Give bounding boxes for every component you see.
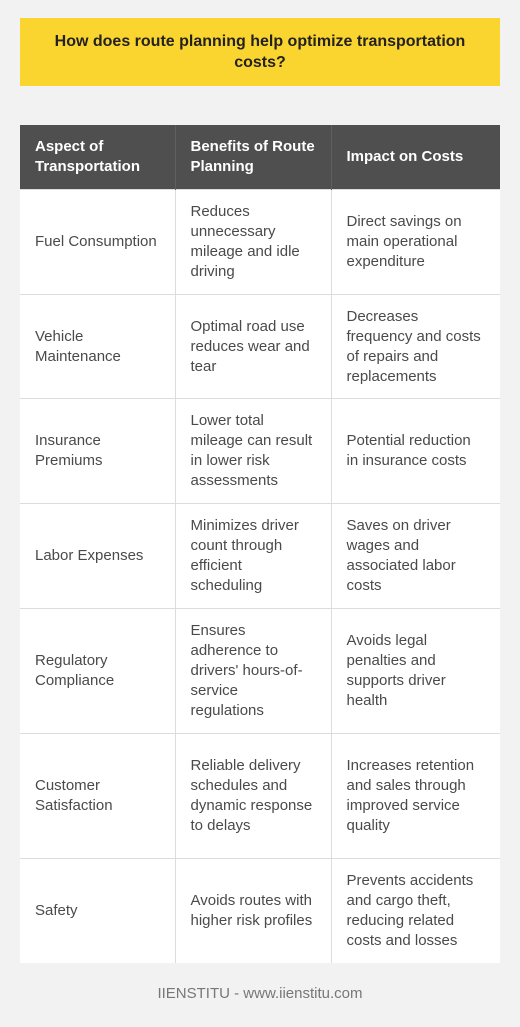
benefit-cell: Ensures adherence to drivers' hours-of-service regulations	[175, 609, 331, 734]
table-row	[20, 734, 500, 859]
benefit-cell: Minimizes driver count through efficient scheduling	[175, 504, 331, 609]
table-row	[20, 295, 500, 399]
impact-cell: Direct savings on main operational expenditure	[331, 190, 500, 295]
table-row	[20, 859, 500, 964]
table-header-row	[20, 125, 500, 190]
impact-cell: Decreases frequency and costs of repairs and replacements	[331, 295, 500, 399]
benefit-cell: Reduces unnecessary mileage and idle driving	[175, 190, 331, 295]
benefit-cell: Reliable delivery schedules and dynamic response to delays	[175, 734, 331, 859]
aspect-cell: Insurance Premiums	[20, 399, 175, 504]
table-row	[20, 504, 500, 609]
header-benefits: Benefits of Route Planning	[175, 125, 331, 190]
benefit-cell: Avoids routes with higher risk profiles	[175, 859, 331, 964]
impact-cell: Avoids legal penalties and supports driver health	[331, 609, 500, 734]
impact-cell: Increases retention and sales through improved service quality	[331, 734, 500, 859]
benefit-cell: Optimal road use reduces wear and tear	[175, 295, 331, 399]
header-impact: Impact on Costs	[331, 125, 500, 190]
comparison-table	[20, 125, 500, 963]
aspect-cell: Vehicle Maintenance	[20, 295, 175, 399]
table-row	[20, 190, 500, 295]
aspect-cell: Safety	[20, 859, 175, 964]
benefit-cell: Lower total mileage can result in lower risk assessments	[175, 399, 331, 504]
aspect-cell: Labor Expenses	[20, 504, 175, 609]
impact-cell: Potential reduction in insurance costs	[331, 399, 500, 504]
footer-credit: IIENSTITU - www.iienstitu.com	[157, 985, 363, 1002]
header-aspect: Aspect of Transportation	[20, 125, 175, 190]
aspect-cell: Regulatory Compliance	[20, 609, 175, 734]
aspect-cell: Fuel Consumption	[20, 190, 175, 295]
table-row	[20, 609, 500, 734]
impact-cell: Saves on driver wages and associated labor costs	[331, 504, 500, 609]
table-row	[20, 399, 500, 504]
question-text: How does route planning help optimize transportation costs?	[54, 33, 466, 71]
impact-cell: Prevents accidents and cargo theft, reducing related costs and losses	[331, 859, 500, 964]
question-banner	[20, 18, 500, 86]
aspect-cell: Customer Satisfaction	[20, 734, 175, 859]
